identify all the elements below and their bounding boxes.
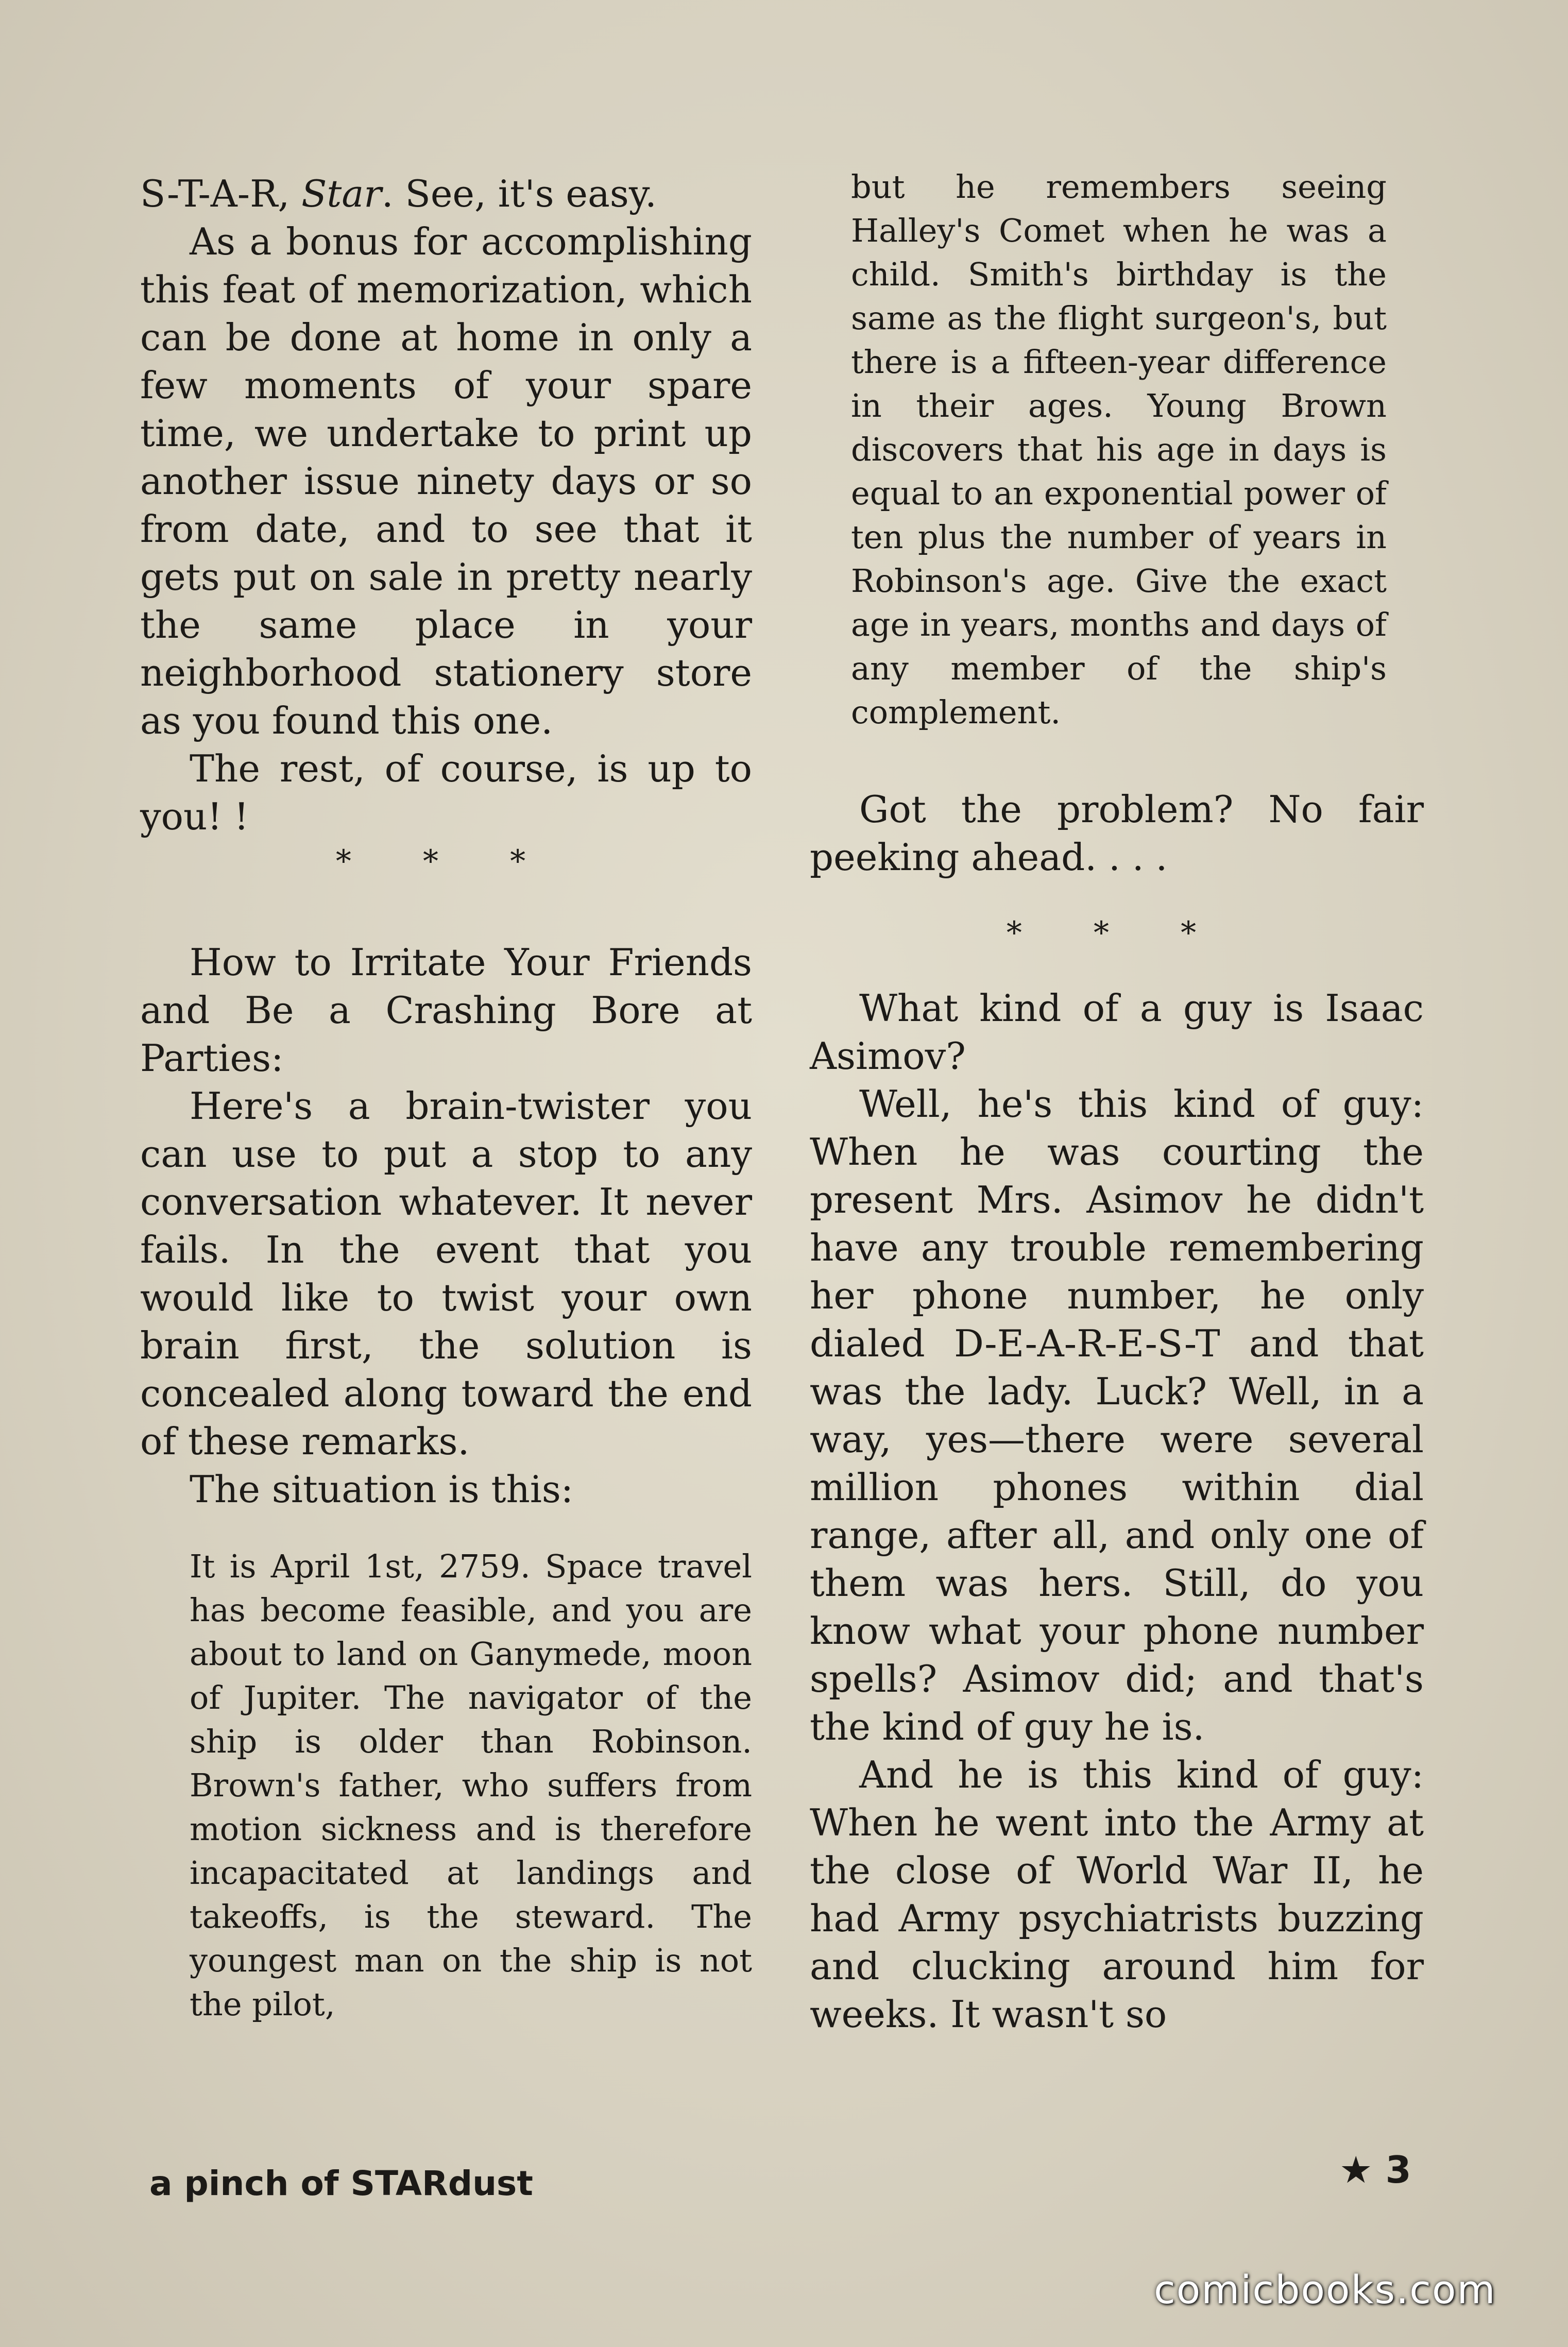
right-column (810, 165, 1424, 2038)
paragraph-brain-twister: Here's a brain-twister you can use to put a stop to any conversation whatever. It never fails. In the event that you would like to twist your own brain first, the solution is concealed along toward the end of these remarks. (140, 1084, 752, 1463)
paragraph-star-spelling: S-T-A-R, Star. See, it's easy. (140, 172, 657, 215)
puzzle-text-part-2: but he remembers seeing Halley's Comet when he was a child. Smith's birthday is the same as the flight surgeon's, but there is a fifteen-year difference in their ages. Young Brown discovers that his age in days is equal to an exponential power of ten plus the number of years in Robinson's age. Give the exact age in years, months and days of any member of the ship's complement. (851, 168, 1387, 731)
star-italic: Star (301, 172, 382, 215)
section-divider-2: * * * (1006, 915, 1228, 951)
watermark-logo: comicbooks.com (1154, 2267, 1496, 2312)
paragraph-got-problem: Got the problem? No fair peeking ahead. . . . (810, 788, 1424, 879)
paragraph-rest: The rest, of course, is up to you! ! (140, 747, 752, 838)
paragraph-bonus: As a bonus for accomplishing this feat of memorization, which can be done at home in only a few moments of your spare time, we undertake to print up another issue ninety days or so from date, and to see that it gets put on sale in pretty nearly the same place in your neighborhood stationery store as you found this one. (140, 220, 752, 742)
paragraph-situation: The situation is this: (190, 1468, 574, 1511)
left-column (140, 170, 752, 2026)
page-number: ★ 3 (1339, 2148, 1411, 2191)
paragraph-army: And he is this kind of guy: When he went into the Army at the close of World War II, he had Army psychiatrists buzzing and clucking around him for weeks. It wasn't so (810, 1753, 1424, 2036)
puzzle-text-part-1: It is April 1st, 2759. Space travel has become feasible, and you are about to land on Ganymede, moon of Jupiter. The navigator of the ship is older than Robinson. Brown's father, who suffers from motion sickness and is therefore incapacitated at landings and takeoffs, is the steward. The youngest man on the ship is not the pilot, (190, 1547, 752, 2023)
paragraph-asimov-question: What kind of a guy is Isaac Asimov? (810, 987, 1424, 1078)
footer-section-title: a pinch of STARdust (149, 2164, 533, 2203)
paragraph-dearest: Well, he's this kind of guy: When he was courting the present Mrs. Asimov he didn't have any trouble remembering her phone number, he only dialed D-E-A-R-E-S-T and that was the lady. Luck? Well, in a way, yes—there were several million phones within dial range, after all, and only one of them was hers. Still, do you know what your phone number spells? Asimov did; and that's the kind of guy he is. (810, 1082, 1424, 1748)
section-heading-irritate: How to Irritate Your Friends and Be a Crashing Bore at Parties: (140, 941, 752, 1080)
section-divider-1: * * * (335, 843, 557, 879)
